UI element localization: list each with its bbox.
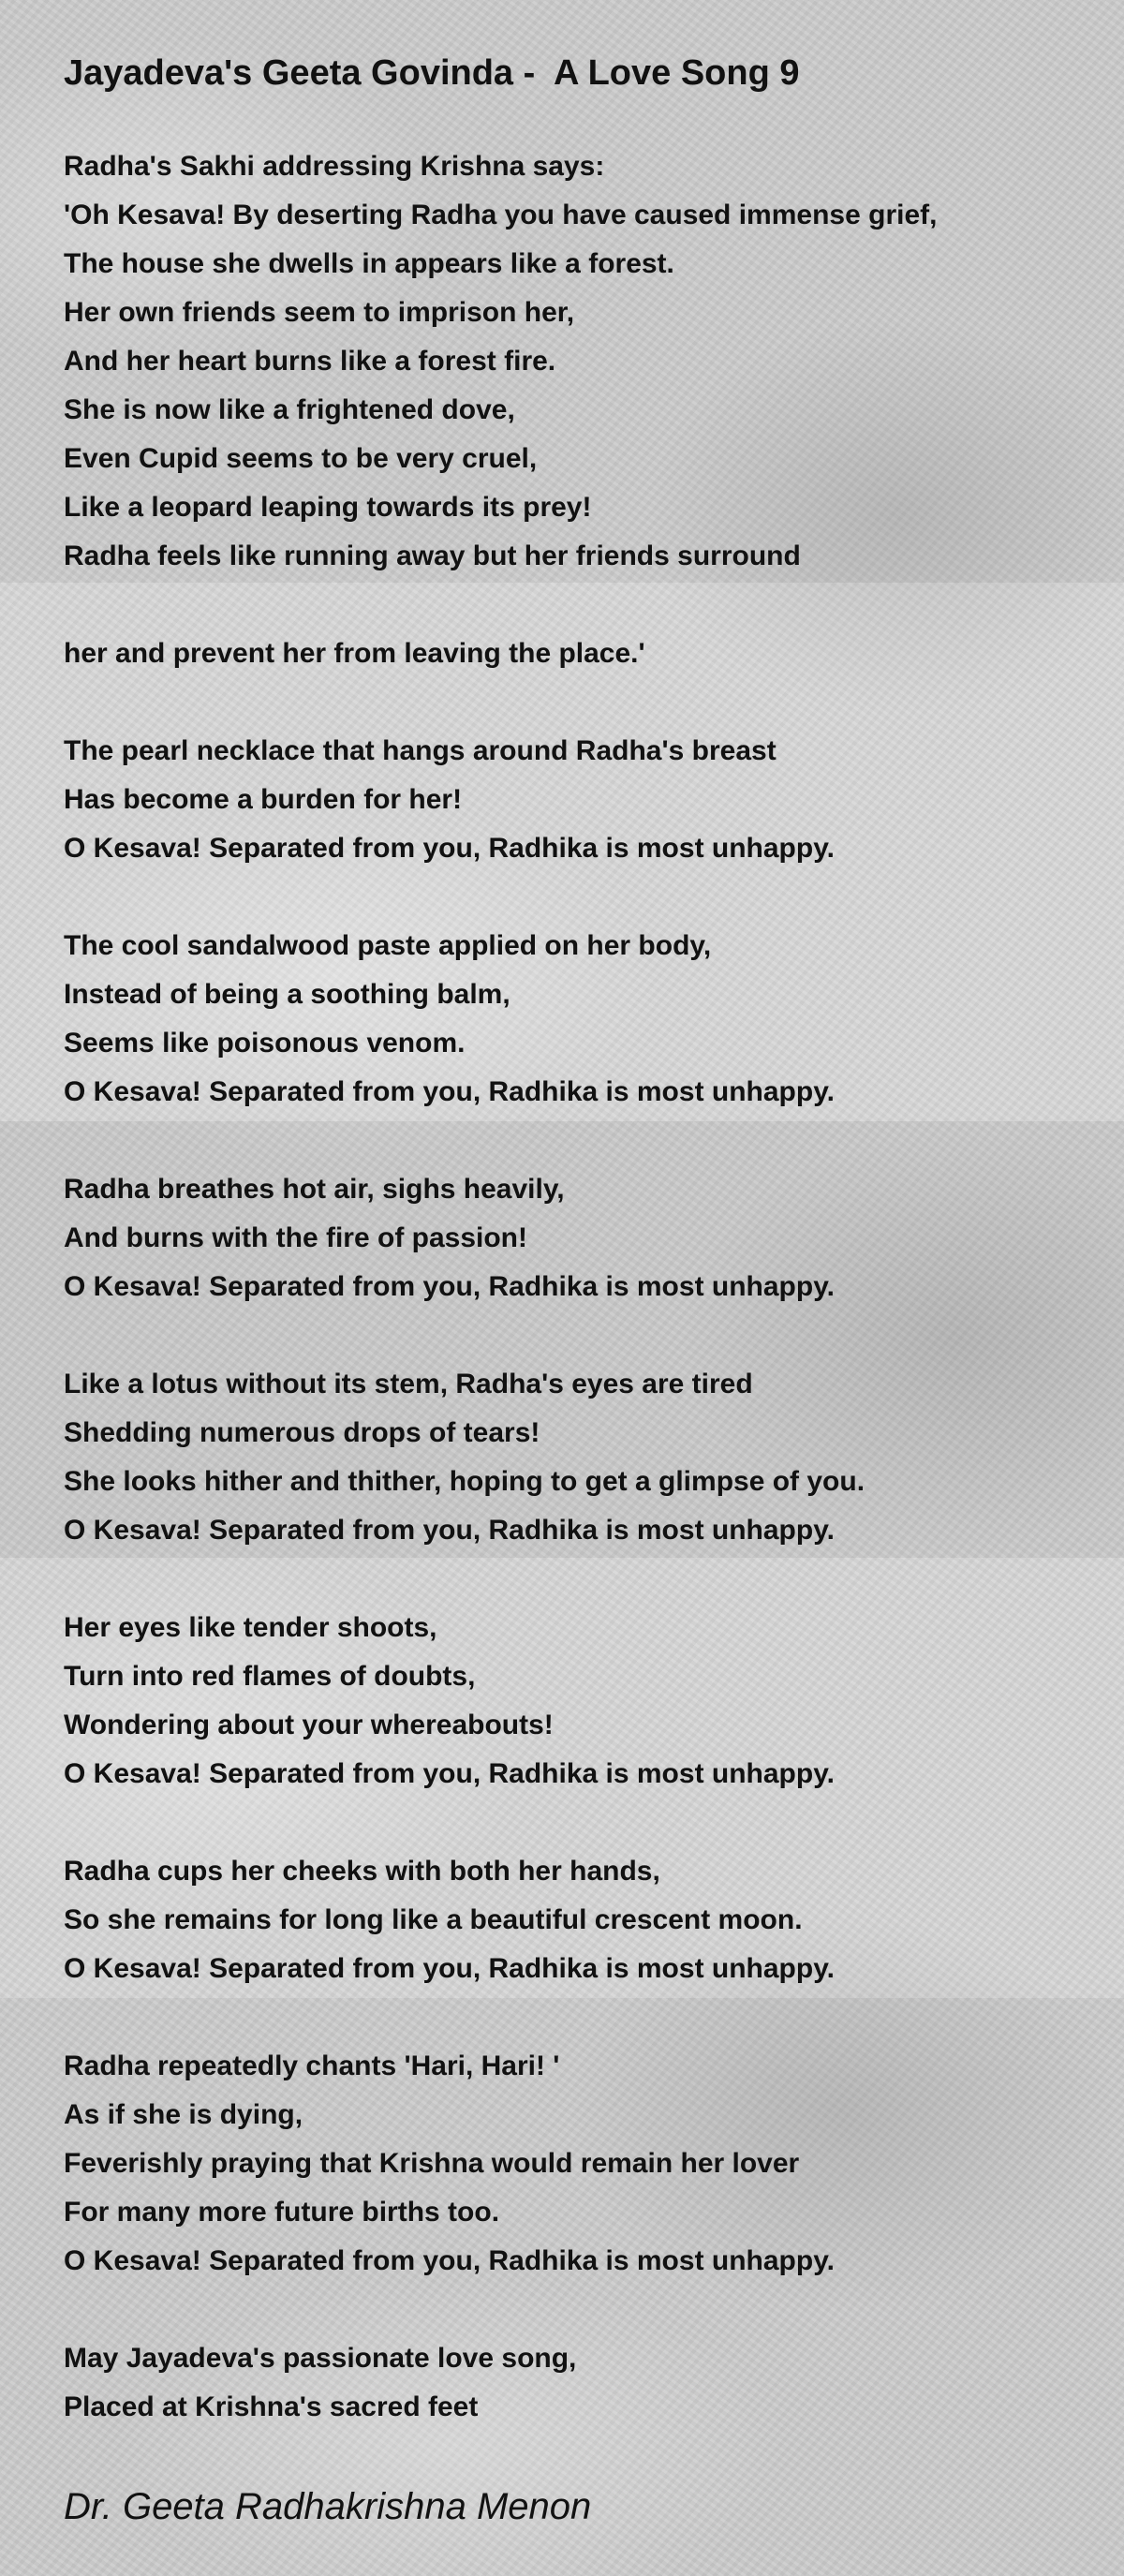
poem-line: The house she dwells in appears like a forest. bbox=[64, 248, 674, 279]
stanza-gap bbox=[64, 1117, 1075, 1165]
poem-title: Jayadeva's Geeta Govinda - A Love Song 9 bbox=[64, 53, 800, 93]
poem-line: Radha's Sakhi addressing Krishna says: bbox=[64, 151, 605, 182]
poem-line: O Kesava! Separated from you, Radhika is most unhappy. bbox=[64, 1515, 835, 1546]
poem-line: For many more future births too. bbox=[64, 2197, 500, 2228]
poem-line: May Jayadeva's passionate love song, bbox=[64, 2343, 577, 2374]
poem-line: O Kesava! Separated from you, Radhika is most unhappy. bbox=[64, 1271, 835, 1302]
poem-line: Radha feels like running away but her friends surround bbox=[64, 540, 801, 571]
poem-line: Placed at Krishna's sacred feet bbox=[64, 2391, 479, 2422]
poem-line: Seems like poisonous venom. bbox=[64, 1028, 466, 1059]
poem-line: Like a leopard leaping towards its prey! bbox=[64, 492, 592, 523]
poem-body bbox=[64, 45, 1075, 2432]
stanza-gap bbox=[64, 678, 1075, 727]
poem-line: She is now like a frightened dove, bbox=[64, 394, 515, 425]
poem-line: Has become a burden for her! bbox=[64, 784, 463, 815]
stanza-gap bbox=[64, 1993, 1075, 2042]
poem-line: The cool sandalwood paste applied on her body, bbox=[64, 930, 712, 961]
poem-line: Her eyes like tender shoots, bbox=[64, 1612, 437, 1643]
stanza-gap bbox=[64, 1799, 1075, 1847]
poem-line: The pearl necklace that hangs around Radha's breast bbox=[64, 735, 776, 766]
poem-line: Radha breathes hot air, sighs heavily, bbox=[64, 1174, 565, 1205]
poem-line: O Kesava! Separated from you, Radhika is most unhappy. bbox=[64, 833, 835, 864]
poem-line: Instead of being a soothing balm, bbox=[64, 979, 510, 1010]
poem-line: Radha cups her cheeks with both her hands, bbox=[64, 1856, 660, 1887]
poem-line: And her heart burns like a forest fire. bbox=[64, 346, 556, 377]
poem-author: Dr. Geeta Radhakrishna Menon bbox=[64, 2486, 592, 2527]
stanza-gap bbox=[64, 2286, 1075, 2334]
poem-line: O Kesava! Separated from you, Radhika is most unhappy. bbox=[64, 2245, 835, 2276]
stanza-gap bbox=[64, 1311, 1075, 1360]
stanza-gap bbox=[64, 1555, 1075, 1604]
poem-line: 'Oh Kesava! By deserting Radha you have caused immense grief, bbox=[64, 200, 938, 230]
poem-line: Like a lotus without its stem, Radha's eyes are tired bbox=[64, 1369, 753, 1399]
poem-line: Wondering about your whereabouts! bbox=[64, 1710, 554, 1740]
poem-line: She looks hither and thither, hoping to get a glimpse of you. bbox=[64, 1466, 865, 1497]
poem-line: O Kesava! Separated from you, Radhika is most unhappy. bbox=[64, 1076, 835, 1107]
poem-line: Her own friends seem to imprison her, bbox=[64, 297, 575, 328]
poem-line: her and prevent her from leaving the place.' bbox=[64, 638, 645, 669]
poem-line: O Kesava! Separated from you, Radhika is most unhappy. bbox=[64, 1953, 835, 1984]
poem-line: And burns with the fire of passion! bbox=[64, 1222, 527, 1253]
poem-line: Shedding numerous drops of tears! bbox=[64, 1417, 540, 1448]
poem-line: O Kesava! Separated from you, Radhika is most unhappy. bbox=[64, 1758, 835, 1789]
poem-line: Turn into red flames of doubts, bbox=[64, 1661, 476, 1692]
poem-line: Feverishly praying that Krishna would remain her lover bbox=[64, 2148, 800, 2179]
poem-line: Even Cupid seems to be very cruel, bbox=[64, 443, 538, 474]
stanza-gap bbox=[64, 873, 1075, 922]
poem-line: So she remains for long like a beautiful crescent moon. bbox=[64, 1904, 803, 1935]
poem-line: Radha repeatedly chants 'Hari, Hari! ' bbox=[64, 2050, 560, 2081]
poem-lines bbox=[64, 142, 1075, 2432]
poem-line: As if she is dying, bbox=[64, 2099, 303, 2130]
stanza-gap bbox=[64, 581, 1075, 629]
